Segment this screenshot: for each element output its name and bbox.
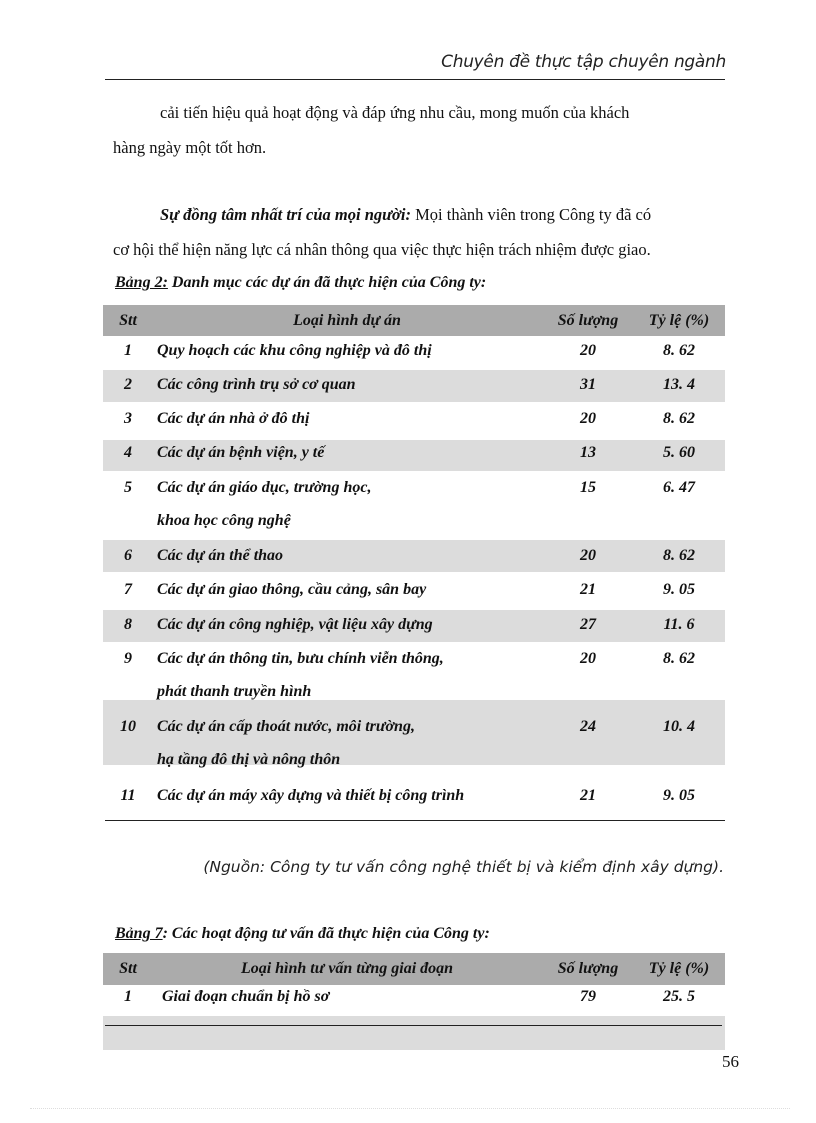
row-ratio: 5. 60 [663,444,695,461]
column-header: Loại hình tư vấn từng giai đoạn [240,960,454,977]
row-count: 20 [580,547,596,564]
row-ratio: 9. 05 [663,581,695,598]
row-ratio: 8. 62 [663,410,695,427]
text: Mọi thành viên trong Công ty đã có [410,205,652,224]
column-header: Stt [119,312,137,329]
caption-text: : Các hoạt động tư vấn đã thực hiện của Công ty: [162,925,490,942]
row-stt: 6 [124,547,132,564]
text-line: cải tiến hiệu quả hoạt động và đáp ứng nhu cầu, mong muốn của khách [160,103,630,122]
caption-label: Bảng 7 [115,925,163,942]
row-stt: 7 [124,581,132,598]
caption-text: Danh mục các dự án đã thực hiện của Công ty: [167,274,487,291]
row-name: Các dự án giao thông, cầu cảng, sân bay [157,581,427,598]
row-stt: 1 [124,988,132,1005]
row-ratio: 8. 62 [663,650,695,667]
row-name: Giai đoạn chuẩn bị hồ sơ [162,988,330,1005]
row-ratio: 8. 62 [663,342,695,359]
row-stt: 11 [120,787,136,804]
row-stt: 8 [124,616,132,633]
row-name: Các dự án máy xây dựng và thiết bị công trình [157,787,465,804]
row-name: Các dự án công nghiệp, vật liệu xây dựng [157,616,433,633]
column-header: Loại hình dự án [293,312,401,329]
row-count: 31 [580,376,596,393]
column-header: Số lượng [557,960,619,977]
paragraph-1-line-2: hàng ngày một tốt hơn. [113,138,267,157]
row-name: Các dự án thông tin, bưu chính viễn thông, [157,650,444,667]
source-note: (Nguồn: Công ty tư vấn công nghệ thiết bị và kiểm định xây dựng). [203,858,724,876]
table-2-caption [115,274,486,292]
row-count: 21 [580,581,596,598]
row-name-line-2: hạ tầng đô thị và nông thôn [157,751,341,768]
row-count: 20 [580,650,596,667]
row-count: 27 [580,616,596,633]
row-name: Quy hoạch các khu công nghiệp và đô thị [157,342,432,359]
row-name: Các dự án bệnh viện, y tế [157,444,325,461]
row-count: 20 [580,410,596,427]
row-count: 79 [580,988,596,1005]
row-stt: 10 [120,718,136,735]
table-bottom-rule [105,820,725,821]
column-header: Số lượng [557,312,619,329]
table-7-caption [115,925,490,943]
row-count: 15 [580,479,596,496]
row-count: 13 [580,444,596,461]
paragraph-2-line-2: cơ hội thể hiện năng lực cá nhân thông qua việc thực hiện trách nhiệm được giao. [113,240,651,259]
row-name-line-2: phát thanh truyền hình [157,683,312,700]
row-count: 21 [580,787,596,804]
row-ratio: 9. 05 [663,787,695,804]
table-rule [105,1025,722,1026]
row-stt: 1 [124,342,132,359]
row-name: Các dự án nhà ở đô thị [157,410,310,427]
row-count: 24 [580,718,596,735]
row-ratio: 11. 6 [663,616,695,633]
page-number: 56 [722,1052,739,1071]
row-stt: 3 [124,410,132,427]
row-stt: 4 [124,444,132,461]
column-header: Tỷ lệ (%) [648,312,710,329]
column-header: Stt [119,960,137,977]
footer-rule [30,1108,790,1109]
row-stt: 9 [124,650,132,667]
row-stt: 5 [124,479,132,496]
row-name-line-2: khoa học công nghệ [157,512,291,529]
row-ratio: 13. 4 [663,376,695,393]
column-header: Tỷ lệ (%) [648,960,710,977]
row-name: Các dự án thể thao [157,547,284,564]
row-ratio: 25. 5 [663,988,695,1005]
row-count: 20 [580,342,596,359]
caption-label: Bảng 2: [115,274,168,291]
row-ratio: 6. 47 [663,479,695,496]
running-header: Chuyên đề thực tập chuyên ngành [441,52,726,72]
paragraph-1 [113,103,723,123]
row-ratio: 10. 4 [663,718,695,735]
row-name: Các dự án cấp thoát nước, môi trường, [157,718,415,735]
header-rule [105,79,725,80]
paragraph-2 [113,205,723,225]
paragraph-lead: Sự đồng tâm nhất trí của mọi người: [160,205,411,224]
row-stripe [103,1016,725,1050]
row-stt: 2 [124,376,132,393]
row-name: Các công trình trụ sở cơ quan [157,376,356,393]
row-name: Các dự án giáo dục, trường học, [157,479,372,496]
row-ratio: 8. 62 [663,547,695,564]
